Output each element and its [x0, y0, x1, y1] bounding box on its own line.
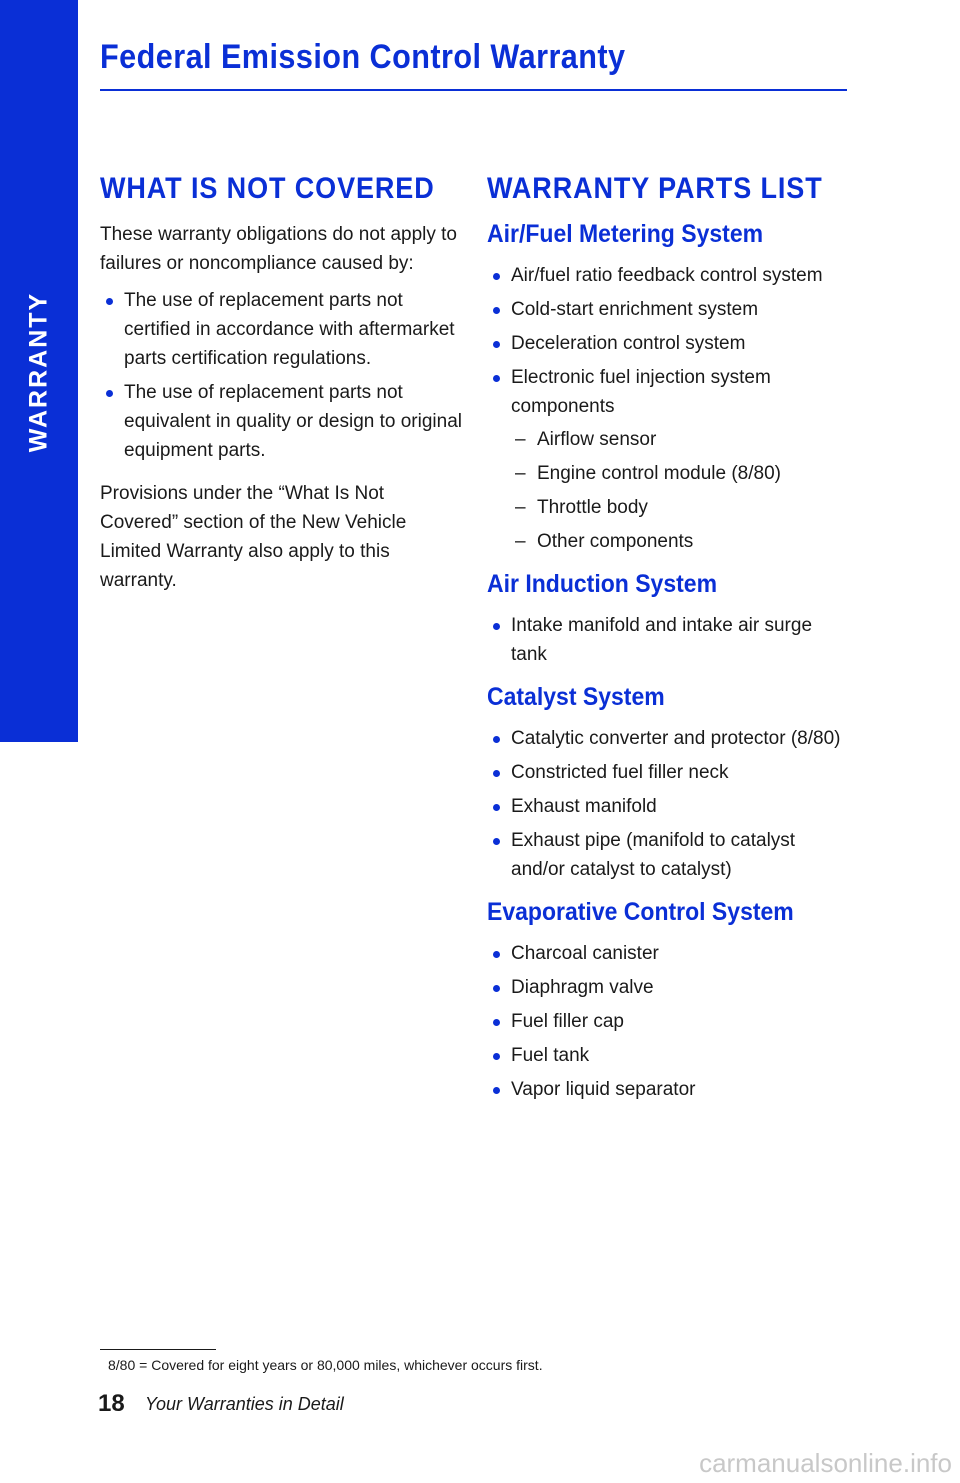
list-item-text: Exhaust pipe (manifold to catalyst and/or catalyst to catalyst): [511, 830, 796, 880]
bullet-icon: [493, 307, 500, 314]
bullet-icon: [493, 1087, 500, 1094]
footnote-divider: [100, 1349, 216, 1350]
parts-list: [487, 939, 847, 1104]
list-item-text: Charcoal canister: [511, 943, 659, 964]
list-item: [487, 826, 847, 884]
list-item-text: Fuel tank: [511, 1045, 590, 1066]
watermark: carmanualsonline.info: [699, 1448, 952, 1478]
sub-parts-list: [511, 425, 847, 556]
air-induction-section: [487, 570, 847, 669]
list-item: [487, 1007, 847, 1036]
bullet-icon: [493, 341, 500, 348]
section-title: Air Induction System: [487, 570, 718, 598]
list-item-text: Cold-start enrichment system: [511, 299, 759, 320]
list-item-text: Exhaust manifold: [511, 796, 657, 817]
list-item-text: The use of replacement parts not equivalent in quality or design to original equipment parts.: [124, 382, 462, 461]
list-item: [487, 758, 847, 787]
bullet-icon: [493, 838, 500, 845]
parts-list: [487, 724, 847, 884]
list-item: [487, 724, 847, 753]
parts-list-column: [487, 172, 847, 1118]
dash-icon: –: [515, 531, 526, 552]
parts-list: [487, 611, 847, 669]
list-item-text: Diaphragm valve: [511, 977, 654, 998]
list-item-text: Vapor liquid separator: [511, 1079, 696, 1100]
footer-title: Your Warranties in Detail: [145, 1394, 344, 1414]
page-number: 18: [98, 1390, 125, 1417]
provisions-text: Provisions under the “What Is Not Covered” section of the New Vehicle Limited Warranty also apply to this warranty.: [100, 483, 407, 591]
title-divider: [100, 89, 847, 91]
dash-icon: –: [515, 429, 526, 450]
not-covered-heading: WHAT IS NOT COVERED: [100, 172, 435, 205]
bullet-icon: [493, 804, 500, 811]
list-item-text: Air/fuel ratio feedback control system: [511, 265, 823, 286]
dash-icon: –: [515, 497, 526, 518]
sub-list-item-text: Engine control module (8/80): [537, 463, 781, 484]
section-title: Air/Fuel Metering System: [487, 220, 764, 248]
not-covered-intro: These warranty obligations do not apply to failures or noncompliance caused by:: [100, 224, 457, 274]
sub-list-item: [511, 527, 847, 556]
list-item: [487, 611, 847, 669]
parts-list-heading: WARRANTY PARTS LIST: [487, 172, 823, 205]
air-fuel-metering-section: [487, 220, 847, 556]
sub-list-item: [511, 493, 847, 522]
not-covered-column: [100, 172, 462, 603]
list-item: [487, 973, 847, 1002]
side-tab: [0, 0, 78, 742]
footnote: 8/80 = Covered for eight years or 80,000 miles, whichever occurs first.: [108, 1357, 543, 1373]
list-item: [487, 939, 847, 968]
list-item: [487, 1075, 847, 1104]
list-item: [487, 1041, 847, 1070]
sub-list-item-text: Throttle body: [537, 497, 648, 518]
list-item-text: Deceleration control system: [511, 333, 746, 354]
section-title: Catalyst System: [487, 683, 665, 711]
bullet-icon: [106, 390, 113, 397]
bullet-icon: [106, 298, 113, 305]
sub-list-item: [511, 425, 847, 454]
list-item-text: Electronic fuel injection system components: [511, 367, 771, 417]
list-item: [487, 363, 847, 556]
list-item: [487, 792, 847, 821]
list-item-text: The use of replacement parts not certified in accordance with aftermarket parts certification regulations.: [124, 290, 455, 369]
bullet-icon: [493, 623, 500, 630]
bullet-icon: [493, 736, 500, 743]
catalyst-section: [487, 683, 847, 884]
bullet-icon: [493, 985, 500, 992]
sub-list-item-text: Other components: [537, 531, 694, 552]
page-title: Federal Emission Control Warranty: [100, 38, 626, 76]
evaporative-control-section: [487, 898, 847, 1104]
list-item: [100, 286, 462, 373]
section-title: Evaporative Control System: [487, 898, 794, 926]
sub-list-item: [511, 459, 847, 488]
not-covered-list: [100, 286, 462, 465]
dash-icon: –: [515, 463, 526, 484]
bullet-icon: [493, 1053, 500, 1060]
list-item: [487, 261, 847, 290]
list-item-text: Fuel filler cap: [511, 1011, 624, 1032]
bullet-icon: [493, 951, 500, 958]
list-item: [487, 329, 847, 358]
sub-list-item-text: Airflow sensor: [537, 429, 657, 450]
side-tab-label: WARRANTY: [24, 291, 53, 453]
list-item: [487, 295, 847, 324]
bullet-icon: [493, 273, 500, 280]
list-item: [100, 378, 462, 465]
parts-list: [487, 261, 847, 556]
bullet-icon: [493, 1019, 500, 1026]
bullet-icon: [493, 375, 500, 382]
list-item-text: Intake manifold and intake air surge tank: [511, 615, 813, 665]
bullet-icon: [493, 770, 500, 777]
list-item-text: Constricted fuel filler neck: [511, 762, 729, 783]
list-item-text: Catalytic converter and protector (8/80): [511, 728, 841, 749]
